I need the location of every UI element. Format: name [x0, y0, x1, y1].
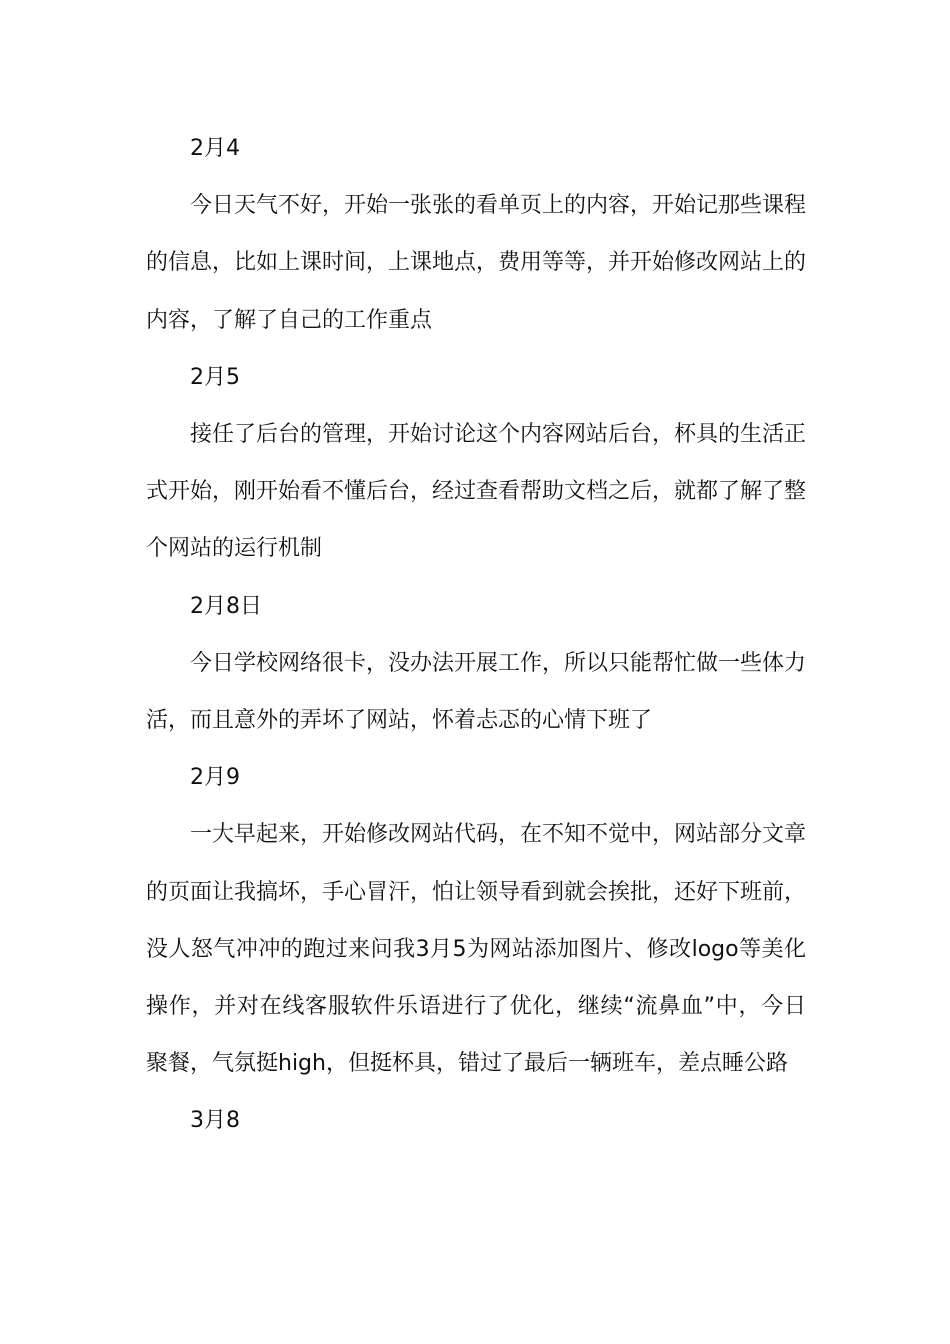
entry-text: 今日学校网络很卡，没办法开展工作，所以只能帮忙做一些体力活，而且意外的弄坏了网站，怀着忐忑的心情下班了: [146, 650, 807, 734]
entry-date: 2月4: [190, 136, 240, 161]
entry-date: 2月5: [190, 364, 240, 390]
entry-text: 今日天气不好，开始一张张的看单页上的内容，开始记那些课程的信息，比如上课时间，上课地点，费用等等，并开始修改网站上的内容，了解了自己的工作重点: [146, 193, 807, 333]
entry-date: 3月8: [190, 1108, 240, 1134]
entry-date: 2月9: [190, 765, 240, 791]
entry-text: 接任了后台的管理，开始讨论这个内容网站后台，杯具的生活正式开始，刚开始看不懂后台，经过查看帮助文档之后，就都了解了整个网站的运行机制: [146, 422, 807, 562]
document-body: [146, 120, 806, 1150]
entry-date: 2月8日: [190, 593, 262, 619]
entry-text: 一大早起来，开始修改网站代码，在不知不觉中，网站部分文章的页面让我搞坏，手心冒汗，怕让领导看到就会挨批，还好下班前，没人怒气冲冲的跑过来问我3月5为网站添加图片、修改logo等美化操作，并对在线客服软件乐语进行了优化，继续“流鼻血”中，今日聚餐，气氛挺high，但挺杯具，错过了最后一辆班车，差点睡公路: [146, 822, 807, 1077]
